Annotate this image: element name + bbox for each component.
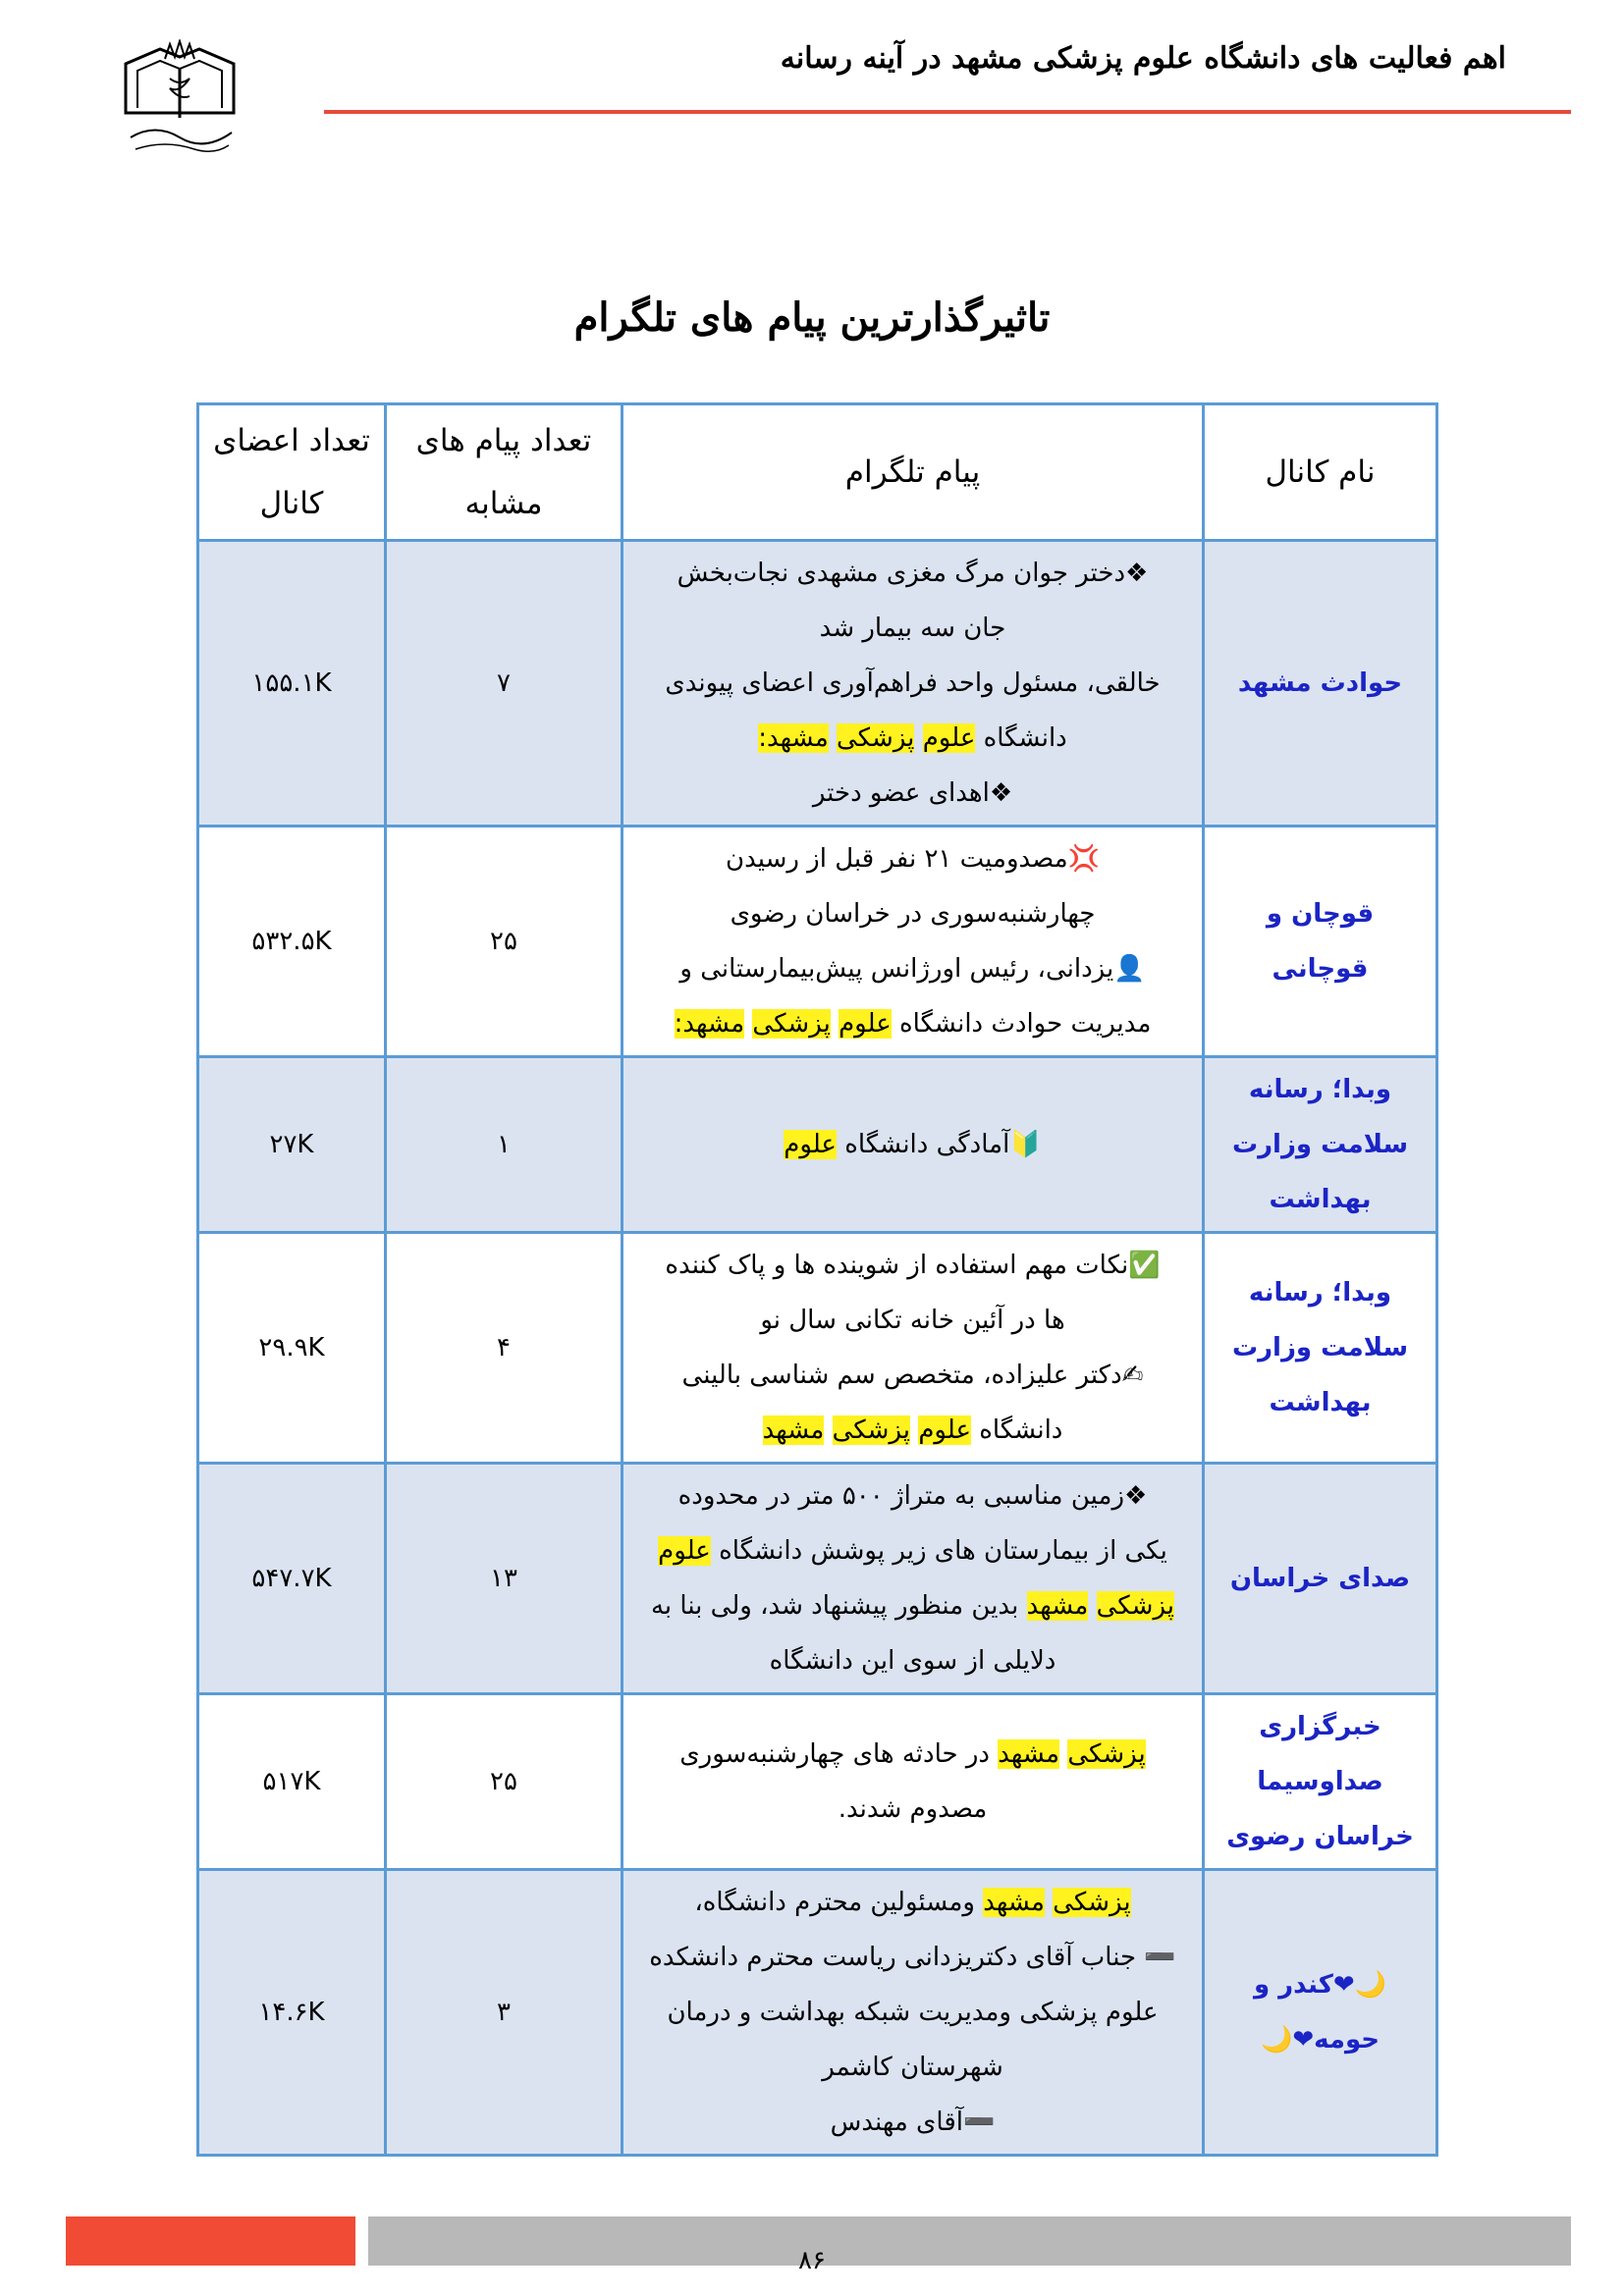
message-text: دانشگاه: [975, 723, 1067, 753]
message-line: [635, 996, 1190, 1051]
page-number: ۸۶: [798, 2246, 826, 2275]
highlighted-keyword: پزشکی: [832, 1415, 911, 1445]
message-text: مدیریت حوادث دانشگاه: [891, 1009, 1152, 1039]
message-line: [635, 1348, 1190, 1403]
message-text: [1045, 1888, 1053, 1917]
highlighted-keyword: علوم: [922, 723, 976, 753]
message-line: [635, 656, 1190, 711]
highlighted-keyword: مشهد:: [758, 723, 829, 753]
similar-count-cell: ۱۳: [386, 1464, 623, 1694]
message-line: [635, 2040, 1190, 2095]
highlighted-keyword: پزشکی: [1067, 1739, 1146, 1769]
message-line: [635, 1875, 1190, 1930]
message-text: ✍دکتر علیزاده، متخصص سم شناسی بالینی: [681, 1361, 1144, 1390]
column-header-member-count: تعداد اعضای کانال: [198, 404, 386, 541]
message-cell: [623, 1464, 1204, 1694]
table-row: [198, 1057, 1437, 1233]
table-body: [198, 541, 1437, 2156]
message-cell: [623, 1694, 1204, 1870]
message-text: جان سه بیمار شد: [819, 614, 1006, 643]
message-text: [824, 1415, 832, 1445]
highlighted-keyword: مشهد: [983, 1888, 1045, 1917]
column-header-channel: نام کانال: [1204, 404, 1437, 541]
message-text: [1088, 1591, 1096, 1621]
message-line: [635, 1930, 1190, 1985]
message-line: [635, 2095, 1190, 2150]
message-text: دانشگاه: [970, 1415, 1063, 1445]
message-text: ومسئولین محترم دانشگاه،: [694, 1888, 984, 1917]
highlighted-keyword: پزشکی: [1096, 1591, 1175, 1621]
message-text: [914, 723, 922, 753]
message-text: 👤یزدانی، رئیس اورژانس پیش‌بیمارستانی و: [679, 954, 1146, 984]
channel-name-cell: قوچان و قوچانی: [1204, 827, 1437, 1057]
highlighted-keyword: پزشکی: [752, 1009, 831, 1039]
message-cell: [623, 541, 1204, 827]
highlighted-keyword: مشهد: [762, 1415, 825, 1445]
channel-name-cell: حوادث مشهد: [1204, 541, 1437, 827]
highlighted-keyword: پزشکی: [837, 723, 915, 753]
message-line: [635, 1633, 1190, 1688]
highlighted-keyword: مشهد:: [674, 1009, 745, 1039]
message-cell: [623, 1057, 1204, 1233]
message-text: [831, 1009, 839, 1039]
message-line: [635, 1117, 1190, 1172]
message-text: در حادثه های چهارشنبه‌سوری: [679, 1739, 999, 1769]
column-header-similar-count: تعداد پیام های مشابه: [386, 404, 623, 541]
header-divider: [324, 110, 1571, 114]
table-row: [198, 1694, 1437, 1870]
member-count-cell: ۱۵۵.۱K: [198, 541, 386, 827]
member-count-cell: ۵۴۷.۷K: [198, 1464, 386, 1694]
highlighted-keyword: علوم: [658, 1536, 711, 1566]
channel-name-cell: صدای خراسان: [1204, 1464, 1437, 1694]
similar-count-cell: ۲۵: [386, 1694, 623, 1870]
channel-name-cell: خبرگزاری صداوسیما خراسان رضوی: [1204, 1694, 1437, 1870]
message-line: [635, 1523, 1190, 1578]
page-title: تاثیرگذارترین پیام های تلگرام: [573, 294, 1051, 341]
message-text: ✅نکات مهم استفاده از شوینده ها و پاک کننده: [665, 1251, 1161, 1280]
message-text: شهرستان کاشمر: [822, 2053, 1003, 2082]
similar-count-cell: ۱: [386, 1057, 623, 1233]
member-count-cell: ۱۴.۶K: [198, 1870, 386, 2156]
similar-count-cell: ۲۵: [386, 827, 623, 1057]
message-text: ❖اهدای عضو دختر: [812, 778, 1013, 808]
message-line: [635, 601, 1190, 656]
message-line: [635, 831, 1190, 886]
similar-count-cell: ۴: [386, 1233, 623, 1464]
message-line: [635, 1578, 1190, 1633]
table-row: [198, 1464, 1437, 1694]
message-text: 🔰آمادگی دانشگاه: [836, 1130, 1042, 1159]
message-text: ❖دختر جوان مرگ مغزی مشهدی نجات‌بخش: [677, 559, 1149, 588]
message-line: [635, 941, 1190, 996]
message-text: یکی از بیمارستان های زیر پوشش دانشگاه: [710, 1536, 1167, 1566]
member-count-cell: ۲۹.۹K: [198, 1233, 386, 1464]
message-line: [635, 1293, 1190, 1348]
message-text: ➖آقای مهندس: [830, 2108, 996, 2137]
member-count-cell: ۵۳۲.۵K: [198, 827, 386, 1057]
highlighted-keyword: پزشکی: [1053, 1888, 1131, 1917]
member-count-cell: ۵۱۷K: [198, 1694, 386, 1870]
similar-count-cell: ۷: [386, 541, 623, 827]
channel-name-cell: 🌙❤کندر و حومه❤🌙: [1204, 1870, 1437, 2156]
highlighted-keyword: علوم: [784, 1130, 837, 1159]
message-text: ❖زمین مناسبی به متراژ ۵۰۰ متر در محدوده: [677, 1481, 1148, 1511]
message-text: ها در آئین خانه تکانی سال نو: [760, 1306, 1065, 1335]
university-logo: [116, 39, 244, 167]
message-cell: [623, 1233, 1204, 1464]
message-line: [635, 1238, 1190, 1293]
highlighted-keyword: علوم: [839, 1009, 892, 1039]
telegram-messages-table: [196, 402, 1438, 2157]
message-text: علوم پزشکی ومدیریت شبکه بهداشت و درمان: [667, 1998, 1159, 2027]
member-count-cell: ۲۷K: [198, 1057, 386, 1233]
channel-name-cell: وبدا؛ رسانه سلامت وزارت بهداشت: [1204, 1057, 1437, 1233]
message-line: [635, 546, 1190, 601]
message-cell: [623, 1870, 1204, 2156]
message-line: [635, 1782, 1190, 1837]
table-header-row: [198, 404, 1437, 541]
message-line: [635, 1468, 1190, 1523]
highlighted-keyword: مشهد: [998, 1739, 1060, 1769]
table-row: [198, 1233, 1437, 1464]
message-text: چهارشنبه‌سوری در خراسان رضوی: [730, 899, 1096, 929]
message-text: ➖ جناب آقای دکتریزدانی ریاست محترم دانشکده: [649, 1943, 1176, 1972]
message-line: [635, 1985, 1190, 2040]
table-row: [198, 1870, 1437, 2156]
message-text: بدین منظور پیشنهاد شد، ولی بنا به: [650, 1591, 1027, 1621]
message-text: دلایلی از سوی این دانشگاه: [769, 1646, 1056, 1676]
message-text: مصدوم شدند.: [838, 1794, 988, 1824]
message-line: [635, 766, 1190, 821]
message-line: [635, 1403, 1190, 1458]
table-row: [198, 541, 1437, 827]
message-text: [829, 723, 837, 753]
document-header-title: اهم فعالیت های دانشگاه علوم پزشکی مشهد در آینه رسانه: [780, 41, 1506, 76]
highlighted-keyword: علوم: [918, 1415, 971, 1445]
message-line: [635, 1727, 1190, 1782]
message-line: [635, 886, 1190, 941]
message-line: [635, 711, 1190, 766]
similar-count-cell: ۳: [386, 1870, 623, 2156]
message-text: 💢مصدومیت ۲۱ نفر قبل از رسیدن: [725, 844, 1101, 874]
channel-name-cell: وبدا؛ رسانه سلامت وزارت بهداشت: [1204, 1233, 1437, 1464]
message-text: خالقی، مسئول واحد فراهم‌آوری اعضای پیوندی: [665, 668, 1161, 698]
table-row: [198, 827, 1437, 1057]
highlighted-keyword: مشهد: [1026, 1591, 1089, 1621]
message-cell: [623, 827, 1204, 1057]
column-header-message: پیام تلگرام: [623, 404, 1204, 541]
